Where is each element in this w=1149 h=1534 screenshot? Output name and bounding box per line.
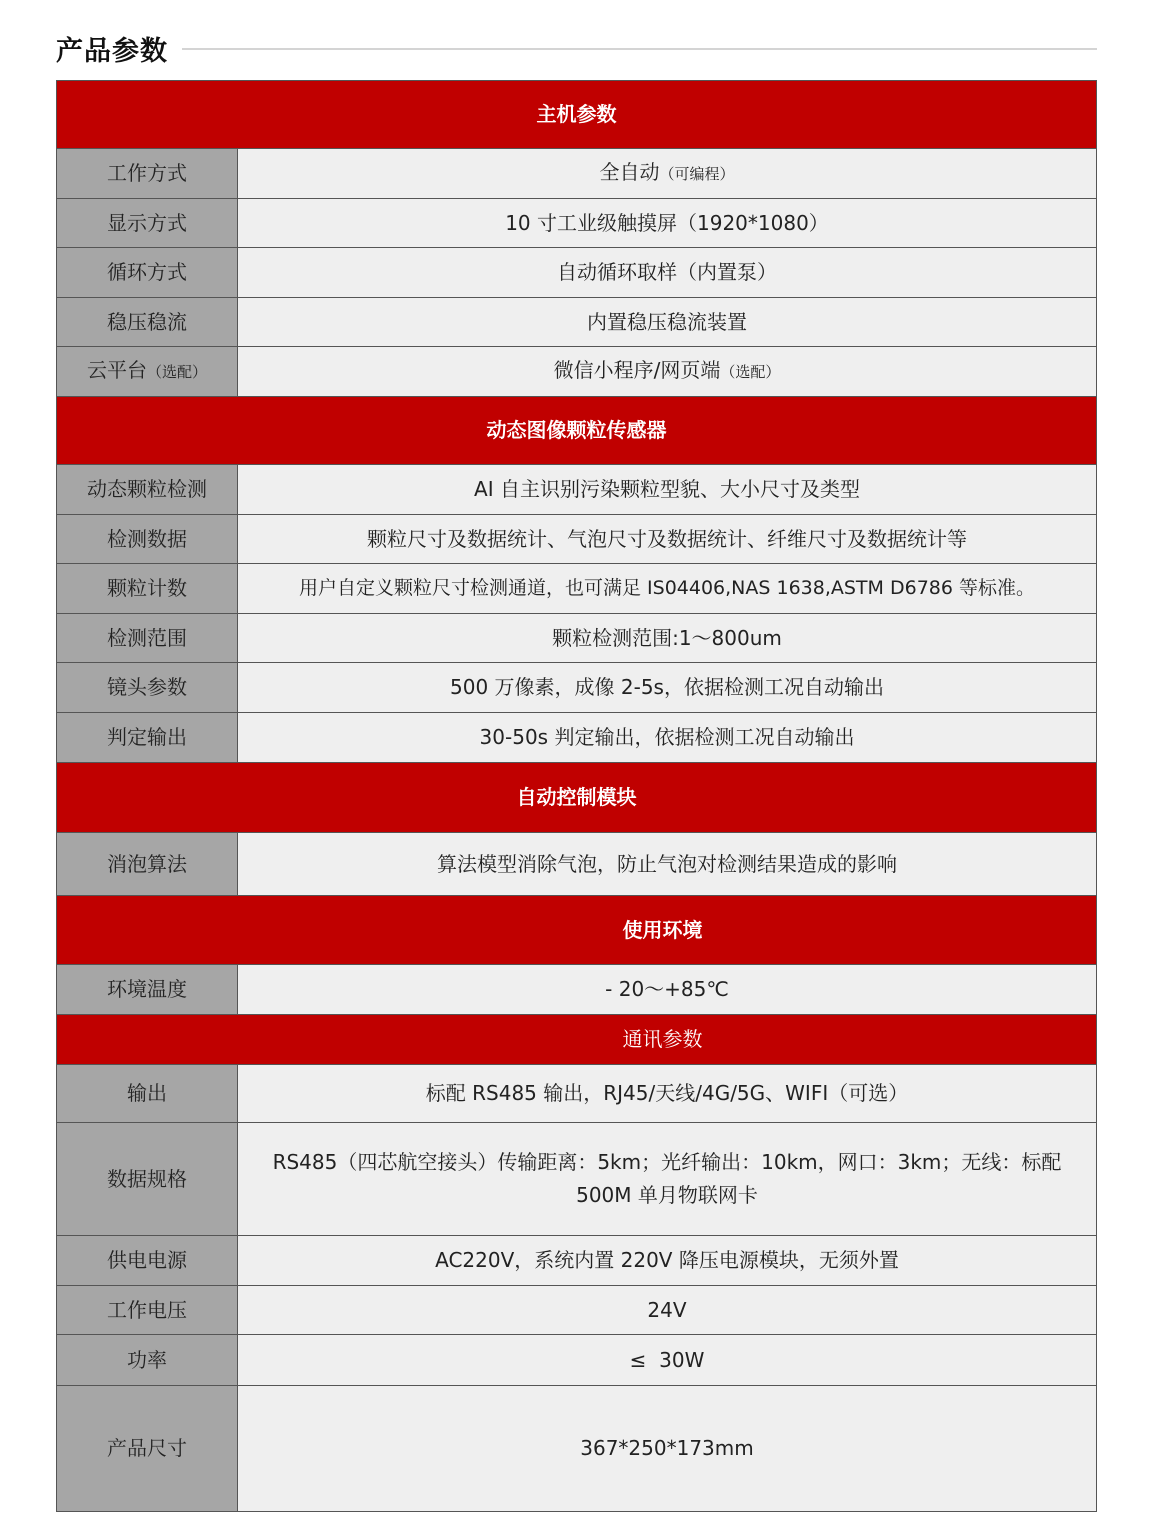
section-title: 动态图像颗粒传感器 (57, 397, 1097, 465)
param-label: 循环方式 (57, 248, 238, 298)
param-value: 标配 RS485 输出，RJ45/天线/4G/5G、WIFI（可选） (238, 1065, 1097, 1123)
table-row (57, 515, 1097, 564)
section-title: 使用环境 (57, 896, 1097, 965)
table-row (57, 1386, 1097, 1512)
table-row (57, 663, 1097, 713)
table-row (57, 833, 1097, 896)
table-row (57, 1065, 1097, 1123)
param-label: 工作电压 (57, 1286, 238, 1335)
table-row (57, 347, 1097, 397)
param-label: 检测范围 (57, 614, 238, 663)
param-value: 内置稳压稳流装置 (238, 298, 1097, 347)
param-value: 24V (238, 1286, 1097, 1335)
param-value: AI 自主识别污染颗粒型貌、大小尺寸及类型 (238, 465, 1097, 515)
table-row (57, 564, 1097, 614)
param-label: 供电电源 (57, 1236, 238, 1286)
table-row (57, 149, 1097, 199)
param-label: 稳压稳流 (57, 298, 238, 347)
param-label: 功率 (57, 1335, 238, 1386)
param-value: 自动循环取样（内置泵） (238, 248, 1097, 298)
param-label: 颗粒计数 (57, 564, 238, 614)
section-header-row (57, 763, 1097, 833)
param-label: 工作方式 (57, 149, 238, 199)
param-label (57, 347, 238, 397)
param-value: 颗粒尺寸及数据统计、气泡尺寸及数据统计、纤维尺寸及数据统计等 (238, 515, 1097, 564)
table-row (57, 248, 1097, 298)
param-label: 输出 (57, 1065, 238, 1123)
table-row (57, 1123, 1097, 1236)
param-value: 算法模型消除气泡，防止气泡对检测结果造成的影响 (238, 833, 1097, 896)
title-row (56, 28, 1097, 68)
param-value: 367*250*173mm (238, 1386, 1097, 1512)
table-row (57, 1286, 1097, 1335)
param-value: 500 万像素，成像 2-5s，依据检测工况自动输出 (238, 663, 1097, 713)
param-value: ≤ 30W (238, 1335, 1097, 1386)
param-label: 消泡算法 (57, 833, 238, 896)
table-row (57, 298, 1097, 347)
param-label-text: 云平台 (86, 358, 147, 382)
param-value: 颗粒检测范围:1～800um (238, 614, 1097, 663)
table-row (57, 1236, 1097, 1286)
param-label: 动态颗粒检测 (57, 465, 238, 515)
param-value: RS485（四芯航空接头）传输距离：5km；光纤输出：10km，网口：3km；无线：标配 500M 单月物联网卡 (238, 1123, 1097, 1236)
table-row (57, 199, 1097, 248)
param-label: 显示方式 (57, 199, 238, 248)
table-row (57, 713, 1097, 763)
title-divider (182, 48, 1097, 50)
table-row (57, 465, 1097, 515)
page-title: 产品参数 (56, 35, 168, 67)
param-value: 10 寸工业级触摸屏（1920*1080） (238, 199, 1097, 248)
param-label: 镜头参数 (57, 663, 238, 713)
section-header-row (57, 896, 1097, 965)
param-value-text: 微信小程序/网页端 (553, 358, 721, 382)
section-title: 主机参数 (57, 81, 1097, 149)
param-value (238, 149, 1097, 199)
param-label-note: （选配） (146, 363, 207, 381)
section-header-row (57, 81, 1097, 149)
table-row (57, 1335, 1097, 1386)
section-header-row (57, 1015, 1097, 1065)
param-label: 环境温度 (57, 965, 238, 1015)
section-title: 通讯参数 (57, 1015, 1097, 1065)
table-row (57, 965, 1097, 1015)
param-value: - 20～+85℃ (238, 965, 1097, 1015)
param-label: 数据规格 (57, 1123, 238, 1236)
param-value: 用户自定义颗粒尺寸检测通道，也可满足 IS04406,NAS 1638,ASTM D6786 等标准。 (238, 564, 1097, 614)
section-header-row (57, 397, 1097, 465)
param-value: AC220V，系统内置 220V 降压电源模块，无须外置 (238, 1236, 1097, 1286)
param-label: 判定输出 (57, 713, 238, 763)
section-title: 自动控制模块 (57, 763, 1097, 833)
param-value-note: （可编程） (659, 165, 735, 183)
param-label: 检测数据 (57, 515, 238, 564)
table-row (57, 614, 1097, 663)
param-value (238, 347, 1097, 397)
param-label: 产品尺寸 (57, 1386, 238, 1512)
product-params-table (56, 80, 1097, 1512)
param-value-text: 全自动 (599, 160, 660, 184)
param-value-note: （选配） (720, 363, 781, 381)
param-value: 30-50s 判定输出，依据检测工况自动输出 (238, 713, 1097, 763)
